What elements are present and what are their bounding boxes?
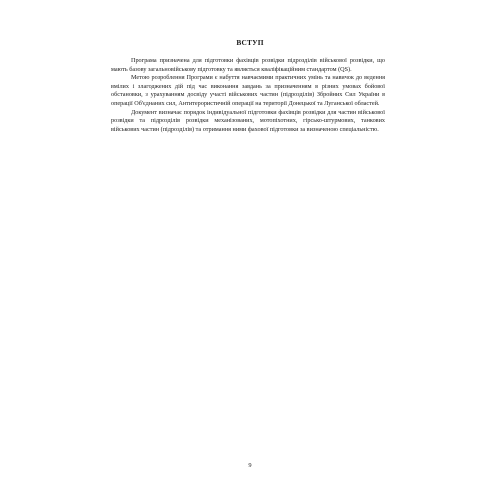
page-number: 9 — [248, 462, 252, 469]
paragraph-scope: Документ визначає порядок індивідуальної підготовки фахівців розвідки для частин військової розвідки та підрозділів розвідки механізованих, мотопіхотних, гірсько-штурмових, танкових військових частин (підрозділів) та отримання ними фахової підготовки за визначеною спеціальністю. — [111, 108, 385, 133]
paragraph-purpose: Програма призначена для підготовки фахівців розвідки підрозділів військової розвідки, що мають базову загальновійськову підготовку та являється кваліфікаційним стандартом (QS). — [111, 57, 385, 73]
page-title: ВСТУП — [236, 38, 264, 47]
document-body — [111, 57, 385, 134]
paragraph-goal: Метою розроблення Програми є набуття навчаємими практичних умінь та навичок до ведення вмілих і злагоджених дій під час виконання завдань за призначенням в різних умовах бойової обстановки, з урахуванням досвіду участі військових частин (підрозділів) Збройних Сил України в операції Об'єднаних сил, Антитерористичній операції на території Донецької та Луганської областей. — [111, 74, 385, 107]
